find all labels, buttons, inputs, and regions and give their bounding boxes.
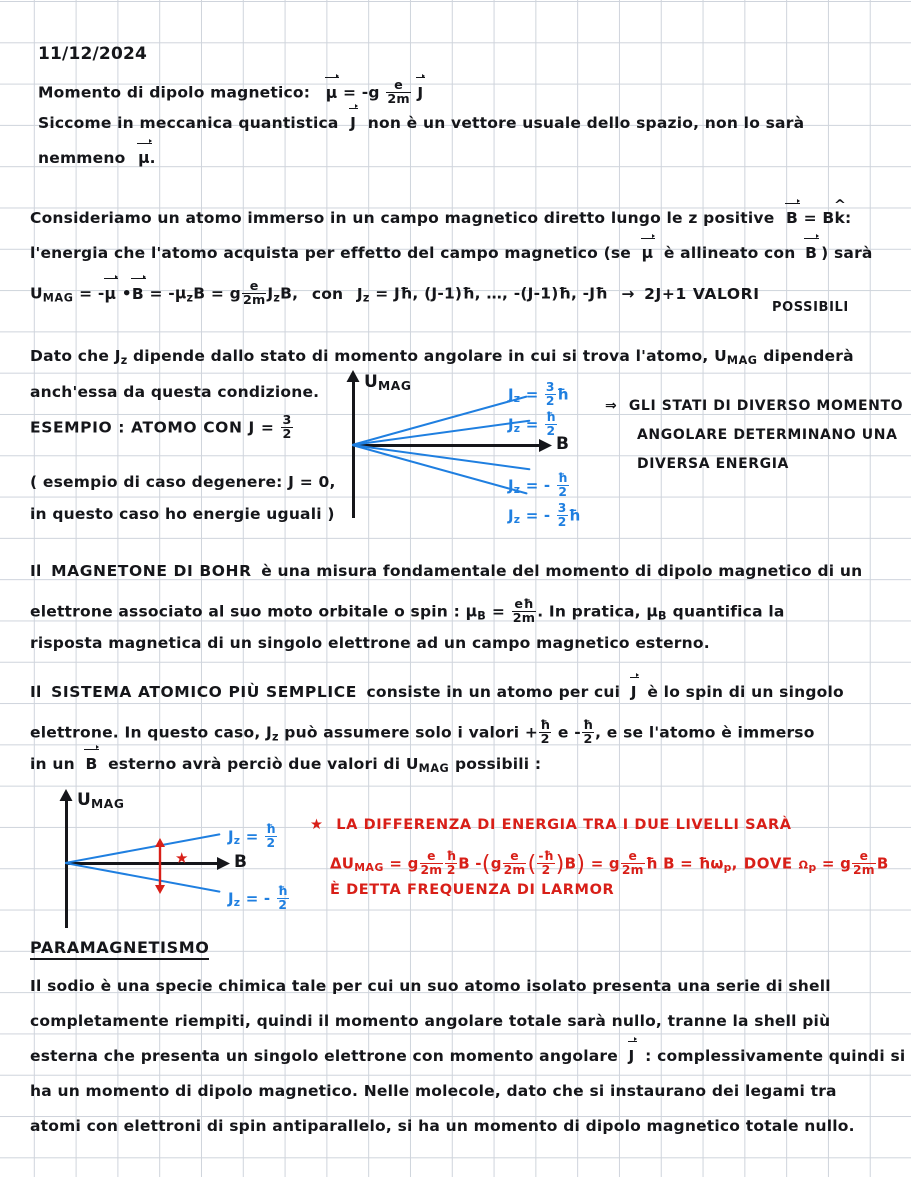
diagram2-level-label-1: $J_z$ = $\frac{ħ}{2}$ — [228, 822, 276, 850]
diagram1-level-line-4 — [352, 444, 528, 495]
diagram1-level-line-1 — [352, 395, 528, 446]
implies-icon: ⇒ — [605, 398, 618, 414]
para3-line-2: anch'essa da questa condizione. — [30, 383, 320, 401]
diagram1-x-label: B — [556, 434, 570, 454]
para2-line-2: l'energia che l'atomo acquista per effetto del campo magnetico (se μ è allineato con B ) sarà — [30, 244, 873, 262]
intro-line-1-label: Momento di dipolo magnetico: — [38, 83, 311, 102]
red-note-line-3: È DETTA FREQUENZA DI LARMOR — [330, 882, 615, 898]
diagram1-level-line-2 — [352, 420, 531, 447]
diagram2-level-line-1 — [65, 833, 221, 864]
diagram1-level-label-1: $J_z$ = $\frac{3}{2}$ ħ — [508, 380, 569, 408]
section-line-2: completamente riempiti, quindi il momento angolare totale sarà nullo, tranne la shell più — [30, 1012, 831, 1030]
para4-line-2: elettrone associato al suo moto orbitale o spin : $\mu_B$ = $\frac{eħ}{2m}$ . In pratica, $\mu_B$ quantifica la — [30, 596, 785, 625]
b-vector: B — [786, 209, 799, 227]
diagram2-level-label-2: $J_z$ = - $\frac{ħ}{2}$ — [228, 884, 288, 912]
intro-line-3: nemmeno μ. — [38, 149, 156, 167]
diagram2-x-label: B — [234, 852, 248, 872]
intro-line-1-eq: = -g — [342, 83, 380, 102]
diagram1-level-label-2: $J_z$ = $\frac{ħ}{2}$ — [508, 410, 556, 438]
k-hat: k ^ — [834, 209, 845, 227]
para3-example: ESEMPIO : ATOMO CON J = $\frac{3}{2}$ — [30, 412, 292, 441]
red-note-line-1: ★ LA DIFFERENZA DI ENERGIA TRA I DUE LIVELLI SARÀ — [310, 817, 792, 833]
para2-line-1: Consideriamo un atomo immerso in un campo magnetico diretto lungo le z positive B = Bk ^: — [30, 209, 851, 227]
para3-line-4: ( esempio di caso degenere: J = 0, — [30, 473, 336, 491]
diagram2-x-axis — [65, 862, 220, 865]
section-line-5: atomi con elettroni di spin antiparallelo, si ha un momento di dipolo magnetico totale nullo. — [30, 1117, 855, 1135]
section-line-1: Il sodio è una specie chimica tale per cui un suo atomo isolato presenta una serie di shell — [30, 977, 831, 995]
para2-equation: $U_{MAG} = -\mu$ •B = $-\mu_zB = g$ $\frac{e}{2m}$ $J_zB$, con $J_z$ = Jħ, (J-1)ħ, …, -(J-1)ħ, -Jħ → 2J+1 VALORI — [30, 278, 760, 307]
diagram1-x-axis — [352, 444, 542, 447]
intro-line-1: Momento di dipolo magnetico: μ = -g $\frac{e}{2m}$ J — [38, 77, 424, 106]
para5-line-1: Il SISTEMA ATOMICO PIÙ SEMPLICE consiste in un atomo per cui J è lo spin di un singolo — [30, 683, 844, 701]
arrow-icon: → — [621, 284, 635, 303]
date-heading: 11/12/2024 — [38, 44, 148, 64]
para5-line-2: elettrone. In questo caso, $J_z$ può assumere solo i valori + $\frac{ħ}{2}$ e - $\frac{ħ}{2}$ , e se l'atomo è immerso — [30, 717, 815, 746]
diagram2-energy-gap-arrow — [152, 838, 168, 894]
diagram1-level-label-3: $J_z$ = - $\frac{ħ}{2}$ — [508, 471, 568, 499]
para3-line-5: in questo caso ho energie uguali ) — [30, 505, 335, 523]
diagram1-note-line-2: ANGOLARE DETERMINANO UNA — [637, 427, 898, 443]
j-vector: J — [350, 114, 357, 132]
diagram2-gap-star-icon: ★ — [175, 849, 189, 867]
section-line-4: ha un momento di dipolo magnetico. Nelle molecole, dato che si instaurano dei legami tra — [30, 1082, 837, 1100]
intro-j-vector: J — [417, 83, 424, 102]
diagram1-y-label: $U_{MAG}$ — [364, 372, 412, 394]
diagram1-x-arrowhead — [538, 438, 552, 454]
para2-note-2: POSSIBILI — [772, 300, 849, 315]
intro-line-2: Siccome in meccanica quantistica J non è un vettore usuale dello spazio, non lo sarà — [38, 114, 805, 132]
para5-line-3: in un B esterno avrà perciò due valori di $U_{MAG}$ possibili : — [30, 755, 542, 775]
diagram1-y-arrowhead — [345, 370, 361, 384]
diagram1-level-label-4: $J_z$ = - $\frac{3}{2}$ ħ — [508, 501, 581, 529]
para4-line-1: Il MAGNETONE DI BOHR è una misura fondamentale del momento di dipolo magnetico di un — [30, 562, 863, 580]
diagram1-level-line-3 — [352, 444, 531, 471]
para3-line-1: Dato che $J_z$ dipende dallo stato di momento angolare in cui si trova l'atomo, $U_{MAG}$ dipenderà — [30, 347, 854, 367]
diagram2-y-arrowhead — [58, 789, 74, 803]
diagram2-level-line-2 — [65, 862, 221, 893]
diagram2-y-label: $U_{MAG}$ — [77, 790, 125, 812]
red-note-equation: $\Delta U_{MAG} = g$ $\frac{e}{2m}$ $\frac{ħ}{2}$ B -(g $\frac{e}{2m}$ ( $\frac{-ħ}{2}$ )B) = g $\frac{e}{2m}$ ħ $B = ħ\omega_p$, DOVE $\omega_p = g$ $\frac{e}{2m}$ B — [330, 849, 889, 878]
diagram2-x-arrowhead — [216, 856, 230, 872]
diagram1-note-line-3: DIVERSA ENERGIA — [637, 456, 789, 472]
para4-line-3: risposta magnetica di un singolo elettrone ad un campo magnetico esterno. — [30, 634, 710, 652]
section-title-paramagnetismo: PARAMAGNETISMO — [30, 938, 209, 960]
diagram1-y-axis — [352, 376, 355, 518]
diagram1-note-line-1: ⇒ GLI STATI DI DIVERSO MOMENTO — [605, 398, 904, 414]
star-icon: ★ — [310, 817, 324, 833]
section-line-3: esterna che presenta un singolo elettrone con momento angolare J : complessivamente quindi si — [30, 1047, 906, 1065]
